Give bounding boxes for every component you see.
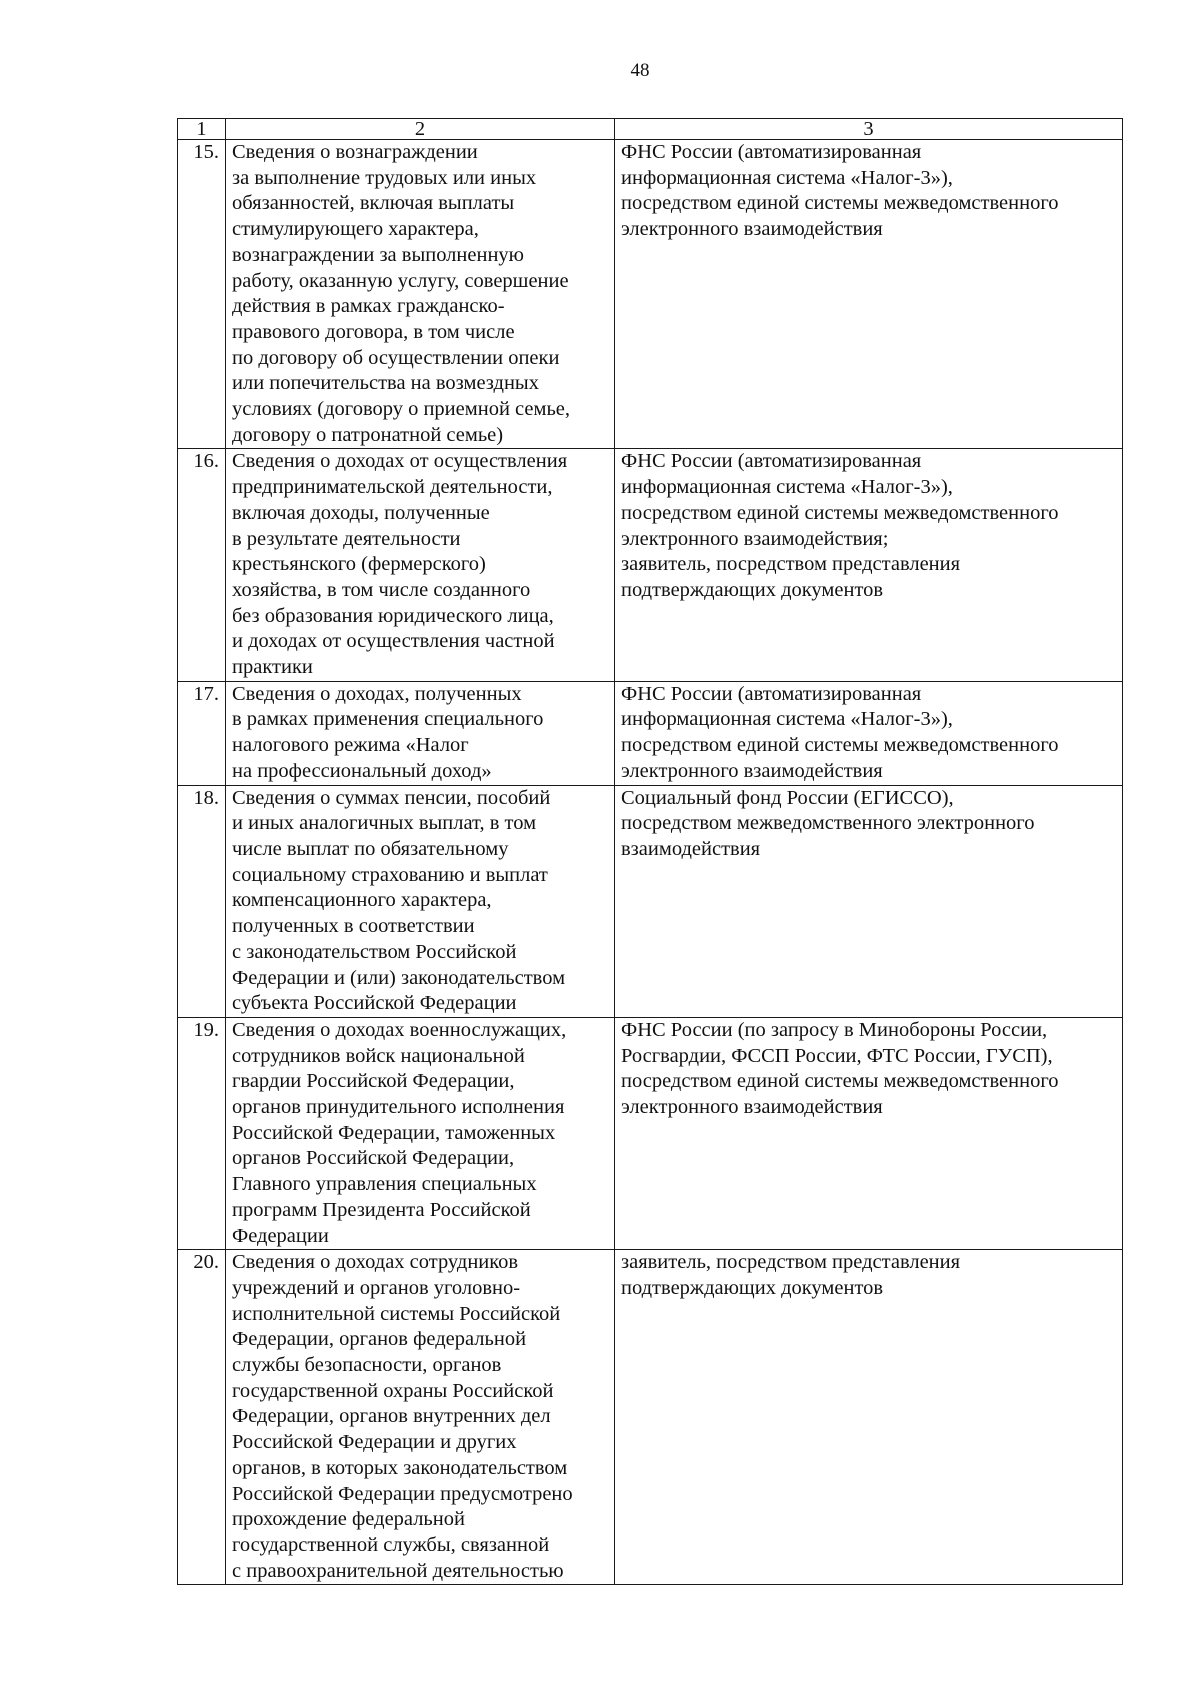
header-cell-3: 3 (615, 119, 1123, 140)
source-line: электронного взаимодействия (621, 759, 883, 782)
source-line: ФНС России (автоматизированная (621, 450, 922, 473)
source-line: подтверждающих документов (621, 1276, 884, 1299)
table-row (178, 1250, 1123, 1585)
description-line: в результате деятельности (232, 527, 461, 550)
source-line: электронного взаимодействия; (621, 527, 889, 550)
description-line: налогового режима «Налог (232, 734, 469, 757)
source-line: электронного взаимодействия (621, 1096, 883, 1119)
source-line: информационная система «Налог-3»), (621, 476, 953, 499)
source-line: Социальный фонд России (ЕГИССО), (621, 786, 954, 809)
source-line: ФНС России (автоматизированная (621, 141, 922, 163)
description-line: Российской Федерации, таможенных (232, 1121, 556, 1144)
source-line: посредством межведомственного электронного (621, 812, 1035, 835)
description-line: Сведения о доходах военнослужащих, (232, 1018, 567, 1041)
description-line: крестьянского (фермерского) (232, 553, 486, 576)
description-line: Сведения о вознаграждении (232, 141, 478, 163)
description-line: за выполнение трудовых или иных (232, 166, 537, 189)
source-line: Росгвардии, ФССП России, ФТС России, ГУСП), (621, 1044, 1053, 1067)
row-source (615, 449, 1123, 681)
page-number: 48 (630, 60, 650, 81)
source-line: посредством единой системы межведомственного (621, 734, 1059, 757)
table-body (178, 119, 1123, 1585)
description-line: без образования юридического лица, (232, 604, 554, 627)
description-line: Российской Федерации предусмотрено (232, 1482, 573, 1505)
description-line: или попечительства на возмездных (232, 372, 539, 395)
row-source (615, 681, 1123, 785)
source-line: взаимодействия (621, 837, 761, 860)
description-line: прохождение федеральной (232, 1508, 465, 1531)
description-line: программ Президента Российской (232, 1198, 531, 1221)
description-line: обязанностей, включая выплаты (232, 192, 515, 215)
source-line: посредством единой системы межведомственного (621, 1070, 1059, 1093)
description-line: на профессиональный доход» (232, 759, 492, 782)
description-line: Российской Федерации и других (232, 1431, 517, 1454)
description-line: с правоохранительной деятельностью (232, 1559, 564, 1582)
source-line: электронного взаимодействия (621, 218, 883, 241)
row-number: 17. (178, 681, 226, 785)
row-source (615, 785, 1123, 1017)
description-line: исполнительной системы Российской (232, 1302, 561, 1325)
table-row (178, 1017, 1123, 1249)
source-line: ФНС России (автоматизированная (621, 682, 922, 705)
description-line: субъекта Российской Федерации (232, 992, 517, 1015)
description-line: Сведения о доходах от осуществления (232, 450, 568, 473)
description-line: договору о патронатной семье) (232, 423, 504, 446)
description-line: государственной службы, связанной (232, 1533, 550, 1556)
row-number: 20. (178, 1250, 226, 1585)
description-line: условиях (договору о приемной семье, (232, 398, 571, 421)
description-line: Федерации, органов федеральной (232, 1328, 527, 1351)
description-line: работу, оказанную услугу, совершение (232, 269, 569, 292)
description-line: действия в рамках гражданско- (232, 295, 505, 318)
description-line: числе выплат по обязательному (232, 837, 509, 860)
source-line: заявитель, посредством представления (621, 1251, 961, 1274)
description-line: гвардии Российской Федерации, (232, 1070, 515, 1093)
description-line: и доходах от осуществления частной (232, 630, 555, 653)
description-line: практики (232, 656, 313, 679)
row-description (226, 1250, 615, 1585)
description-line: службы безопасности, органов (232, 1354, 502, 1377)
description-line: органов принудительного исполнения (232, 1096, 565, 1119)
description-line: сотрудников войск национальной (232, 1044, 525, 1067)
table-row (178, 785, 1123, 1017)
table-row (178, 140, 1123, 449)
description-line: предпринимательской деятельности, (232, 476, 553, 499)
description-line: Федерации, органов внутренних дел (232, 1405, 551, 1428)
description-line: вознаграждении за выполненную (232, 243, 524, 266)
row-number: 18. (178, 785, 226, 1017)
description-line: и иных аналогичных выплат, в том (232, 812, 537, 835)
source-line: посредством единой системы межведомственного (621, 501, 1059, 524)
header-cell-1: 1 (178, 119, 226, 140)
description-line: органов Российской Федерации, (232, 1147, 515, 1170)
row-number: 16. (178, 449, 226, 681)
source-line: информационная система «Налог-3»), (621, 708, 953, 731)
description-line: полученных в соответствии (232, 915, 475, 938)
row-source (615, 140, 1123, 449)
description-line: включая доходы, полученные (232, 501, 490, 524)
row-number: 15. (178, 140, 226, 449)
description-line: правового договора, в том числе (232, 320, 515, 343)
source-line: подтверждающих документов (621, 578, 884, 601)
row-description (226, 1017, 615, 1249)
description-line: стимулирующего характера, (232, 218, 479, 241)
header-cell-2: 2 (226, 119, 615, 140)
source-line: посредством единой системы межведомственного (621, 192, 1059, 215)
description-line: органов, в которых законодательством (232, 1456, 568, 1479)
description-line: Сведения о суммах пенсии, пособий (232, 786, 551, 809)
description-line: Сведения о доходах, полученных (232, 682, 522, 705)
row-description (226, 681, 615, 785)
source-line: ФНС России (по запросу в Минобороны России, (621, 1018, 1048, 1041)
source-line: информационная система «Налог-3»), (621, 166, 953, 189)
description-line: Федерации и (или) законодательством (232, 966, 566, 989)
description-line: хозяйства, в том числе созданного (232, 578, 531, 601)
row-source (615, 1017, 1123, 1249)
description-line: учреждений и органов уголовно- (232, 1276, 521, 1299)
row-number: 19. (178, 1017, 226, 1249)
description-line: компенсационного характера, (232, 889, 492, 912)
row-source (615, 1250, 1123, 1585)
description-line: Федерации (232, 1224, 329, 1247)
description-line: государственной охраны Российской (232, 1379, 554, 1402)
description-line: Сведения о доходах сотрудников (232, 1251, 519, 1274)
source-line: заявитель, посредством представления (621, 553, 961, 576)
description-line: социальному страхованию и выплат (232, 863, 548, 886)
description-line: по договору об осуществлении опеки (232, 346, 560, 369)
row-description (226, 449, 615, 681)
row-description (226, 140, 615, 449)
description-line: в рамках применения специального (232, 708, 544, 731)
row-description (226, 785, 615, 1017)
table-row (178, 449, 1123, 681)
table-header-row (178, 119, 1123, 140)
description-line: Главного управления специальных (232, 1173, 537, 1196)
document-table (177, 118, 1123, 1585)
table-row (178, 681, 1123, 785)
description-line: с законодательством Российской (232, 940, 517, 963)
